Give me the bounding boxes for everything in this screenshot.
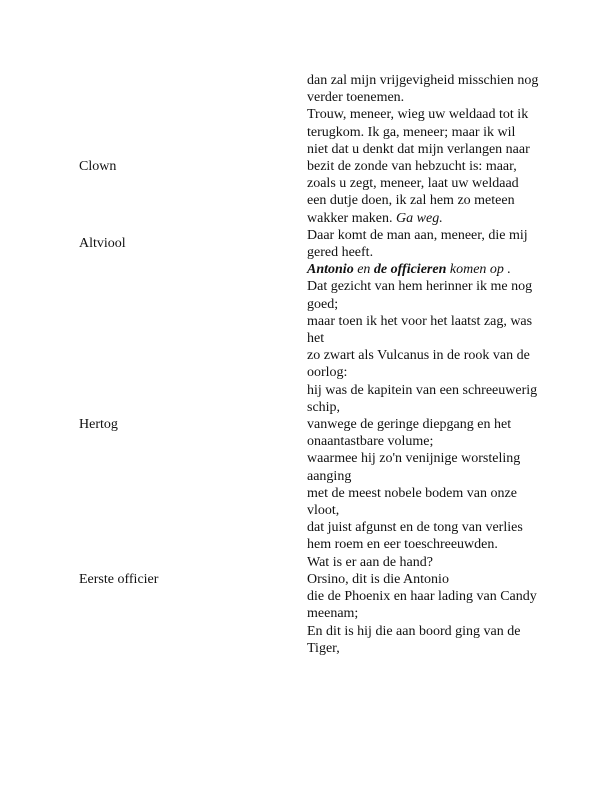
speech-line: hij was de kapitein van een schreeuwerig schip,	[307, 382, 538, 415]
speech-row	[79, 72, 539, 106]
speaker-name: Hertog	[79, 417, 118, 433]
speech-row	[79, 227, 539, 261]
script-table	[79, 72, 539, 657]
stage-direction: Ga weg.	[396, 210, 443, 226]
stage-text: en	[357, 262, 371, 278]
speech-line: Orsino, dit is die Antonio	[307, 571, 449, 587]
speech-line: vanwege de geringe diepgang en het onaantastbare volume;	[307, 417, 512, 450]
speech-line: dan zal mijn vrijgevigheid misschien nog verder toenemen.	[307, 73, 539, 106]
speech-line: zo zwart als Vulcanus in de rook van de oorlog:	[307, 348, 530, 381]
speech-line: maar toen ik het voor het laatst zag, was het	[307, 313, 533, 347]
speaker-name: Clown	[79, 159, 117, 175]
speech-line: Daar komt de man aan, meneer, die mij gered heeft.	[307, 227, 528, 261]
speech-row	[79, 106, 539, 226]
speech-text	[307, 72, 539, 106]
speech-line: die de Phoenix en haar lading van Candy meenam;	[307, 589, 537, 622]
speech-text	[307, 571, 539, 657]
speech-line: Trouw, meneer, wieg uw weldaad tot ik terugkom. Ik ga, meneer; maar ik wil niet dat u denkt dat mijn verlangen naar bezit de zonde van hebzucht is: maar, zoals u zegt, meneer, laat uw weldaad een dutje doen, ik zal hem zo meteen wakker maken.	[307, 107, 530, 226]
speech-line: hem roem en eer toeschreeuwden.	[307, 537, 498, 553]
speech-line: met de meest nobele bodem van onze vloot,	[307, 485, 517, 519]
speech-line: waarmee hij zo'n venijnige worsteling aanging	[307, 451, 521, 484]
stage-direction-row	[79, 261, 539, 278]
stage-text: komen op .	[449, 262, 511, 278]
speech-line: Wat is er aan de hand?	[307, 554, 433, 570]
speaker-name	[79, 72, 307, 106]
stage-direction	[307, 261, 539, 278]
speaker-name: Eerste officier	[79, 571, 159, 587]
speech-line: dat juist afgunst en de tong van verlies	[307, 520, 523, 536]
stage-character: de officieren	[373, 262, 447, 278]
speech-row	[79, 571, 539, 657]
speech-text	[307, 227, 539, 261]
speech-line: En dit is hij die aan boord ging van de Tiger,	[307, 623, 521, 656]
speech-text	[307, 106, 539, 226]
speaker-name: Altviool	[79, 236, 126, 252]
stage-character: Antonio	[307, 262, 354, 278]
speech-line: Dat gezicht van hem herinner ik me nog goed;	[307, 279, 533, 312]
speech-row	[79, 278, 539, 570]
speech-text	[307, 278, 539, 570]
